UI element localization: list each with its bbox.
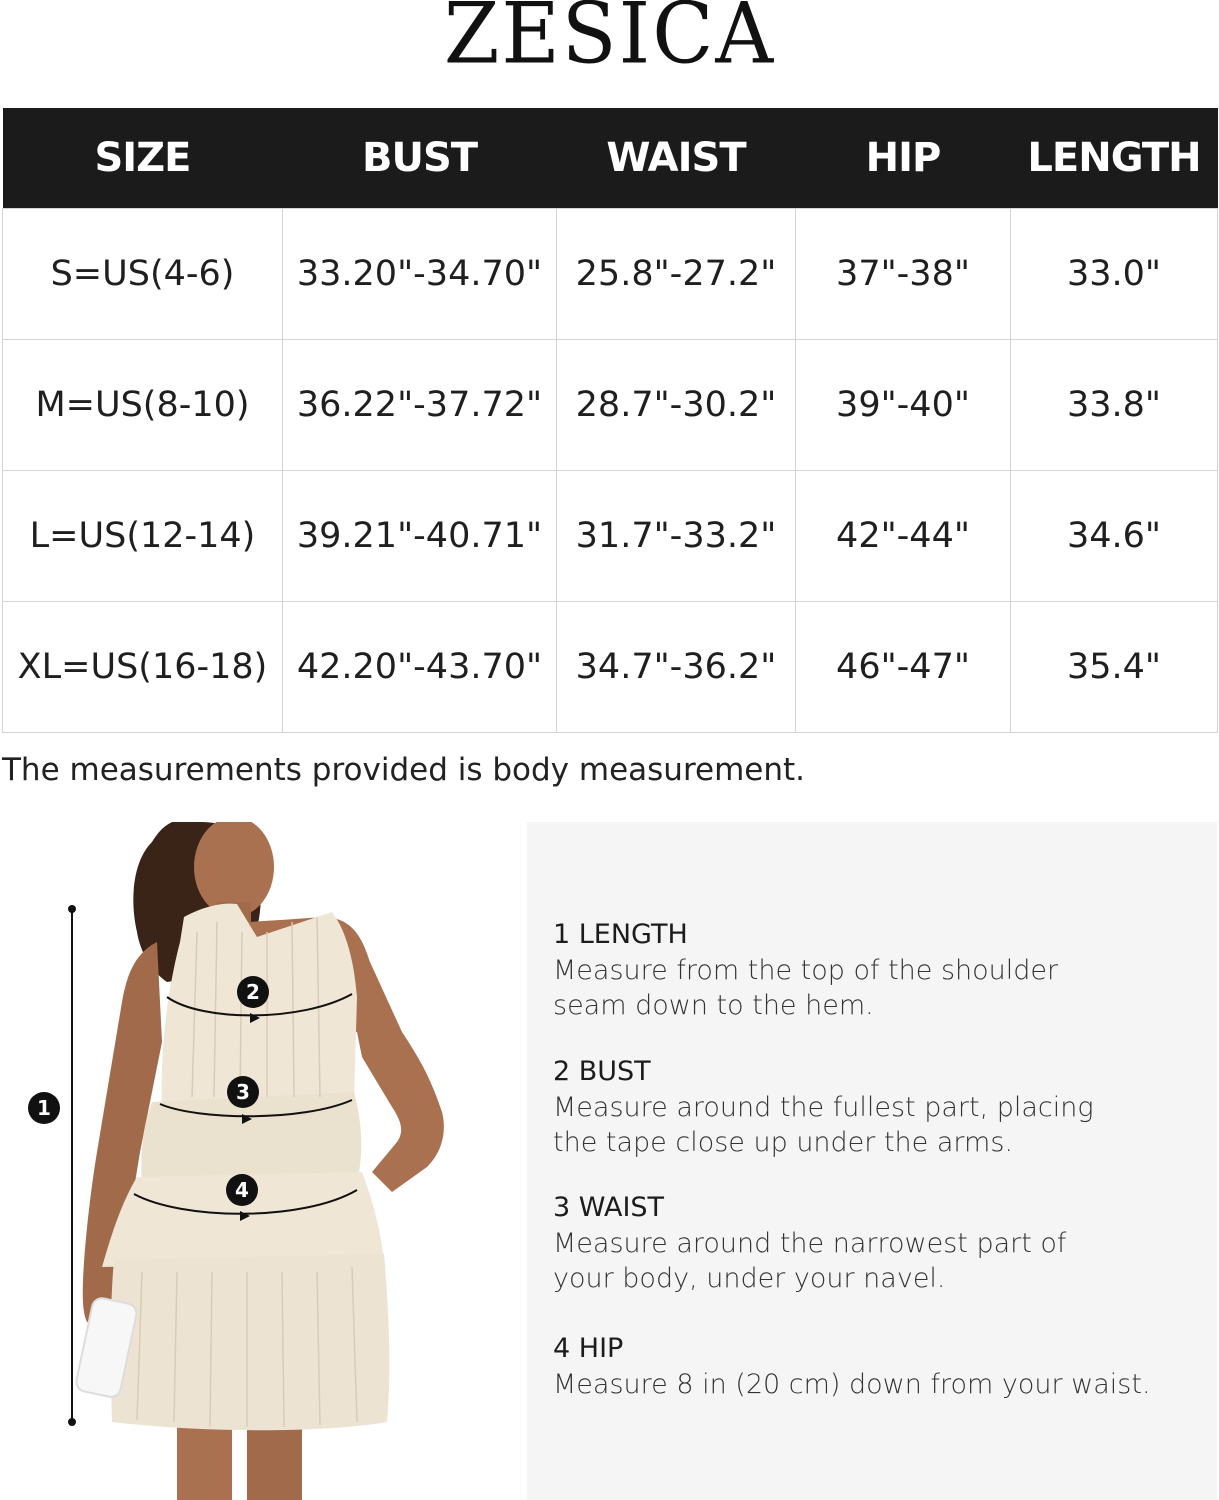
instruction-hip [553,1331,1193,1402]
cell-length: 35.4" [1011,602,1218,733]
header-bust: BUST [283,108,557,209]
instruction-title: 1 LENGTH [553,919,688,950]
cell-hip: 46"-47" [796,602,1011,733]
instruction-title: 2 BUST [553,1056,651,1087]
cell-bust: 39.21"-40.71" [283,471,557,602]
model-illustration [2,822,522,1500]
header-length: LENGTH [1011,108,1218,209]
marker-bust [237,976,269,1008]
cell-length: 33.8" [1011,340,1218,471]
marker-waist [227,1076,259,1108]
cell-waist: 34.7"-36.2" [557,602,796,733]
marker-hip-label: 4 [235,1178,249,1202]
table-row [3,602,1218,733]
cell-bust: 36.22"-37.72" [283,340,557,471]
cell-size: S=US(4-6) [3,209,283,340]
leg-left-shape [177,1422,232,1500]
instruction-title: 3 WAIST [553,1192,665,1223]
instruction-text: Measure around the fullest part, placing the tape close up under the arms. [553,1092,1094,1158]
cell-waist: 31.7"-33.2" [557,471,796,602]
leg-right-shape [247,1422,302,1500]
header-size: SIZE [3,108,283,209]
instruction-text: Measure 8 in (20 cm) down from your waist. [553,1369,1151,1400]
length-bottom-dot [68,1418,76,1426]
table-row [3,340,1218,471]
header-waist: WAIST [557,108,796,209]
header-hip: HIP [796,108,1011,209]
model-figure-panel [2,822,522,1500]
marker-bust-label: 2 [246,980,260,1004]
cell-hip: 39"-40" [796,340,1011,471]
instruction-title: 4 HIP [553,1333,624,1364]
table-header-row [3,108,1218,209]
cell-bust: 42.20"-43.70" [283,602,557,733]
cell-size: XL=US(16-18) [3,602,283,733]
marker-length [28,1092,60,1124]
table-row [3,209,1218,340]
cell-bust: 33.20"-34.70" [283,209,557,340]
instruction-text: Measure from the top of the shoulder seam down to the hem. [553,955,1059,1021]
cell-waist: 25.8"-27.2" [557,209,796,340]
marker-length-label: 1 [37,1096,51,1120]
size-chart-table [2,108,1218,733]
cell-hip: 37"-38" [796,209,1011,340]
cell-waist: 28.7"-30.2" [557,340,796,471]
marker-hip [226,1174,258,1206]
marker-waist-label: 3 [236,1080,250,1104]
brand-logo: ZESICA [443,0,776,83]
instruction-text: Measure around the narrowest part of your body, under your navel. [553,1228,1067,1294]
measurement-note: The measurements provided is body measurement. [2,752,806,788]
dress-tier-3-shape [111,1254,390,1430]
instruction-waist [553,1190,1193,1296]
length-top-dot [68,905,76,913]
instructions-panel [527,822,1217,1500]
table-row [3,471,1218,602]
cell-length: 33.0" [1011,209,1218,340]
cell-size: L=US(12-14) [3,471,283,602]
cell-hip: 42"-44" [796,471,1011,602]
cell-size: M=US(8-10) [3,340,283,471]
instruction-bust [553,1054,1193,1160]
cell-length: 34.6" [1011,471,1218,602]
instruction-length [553,917,1193,1023]
